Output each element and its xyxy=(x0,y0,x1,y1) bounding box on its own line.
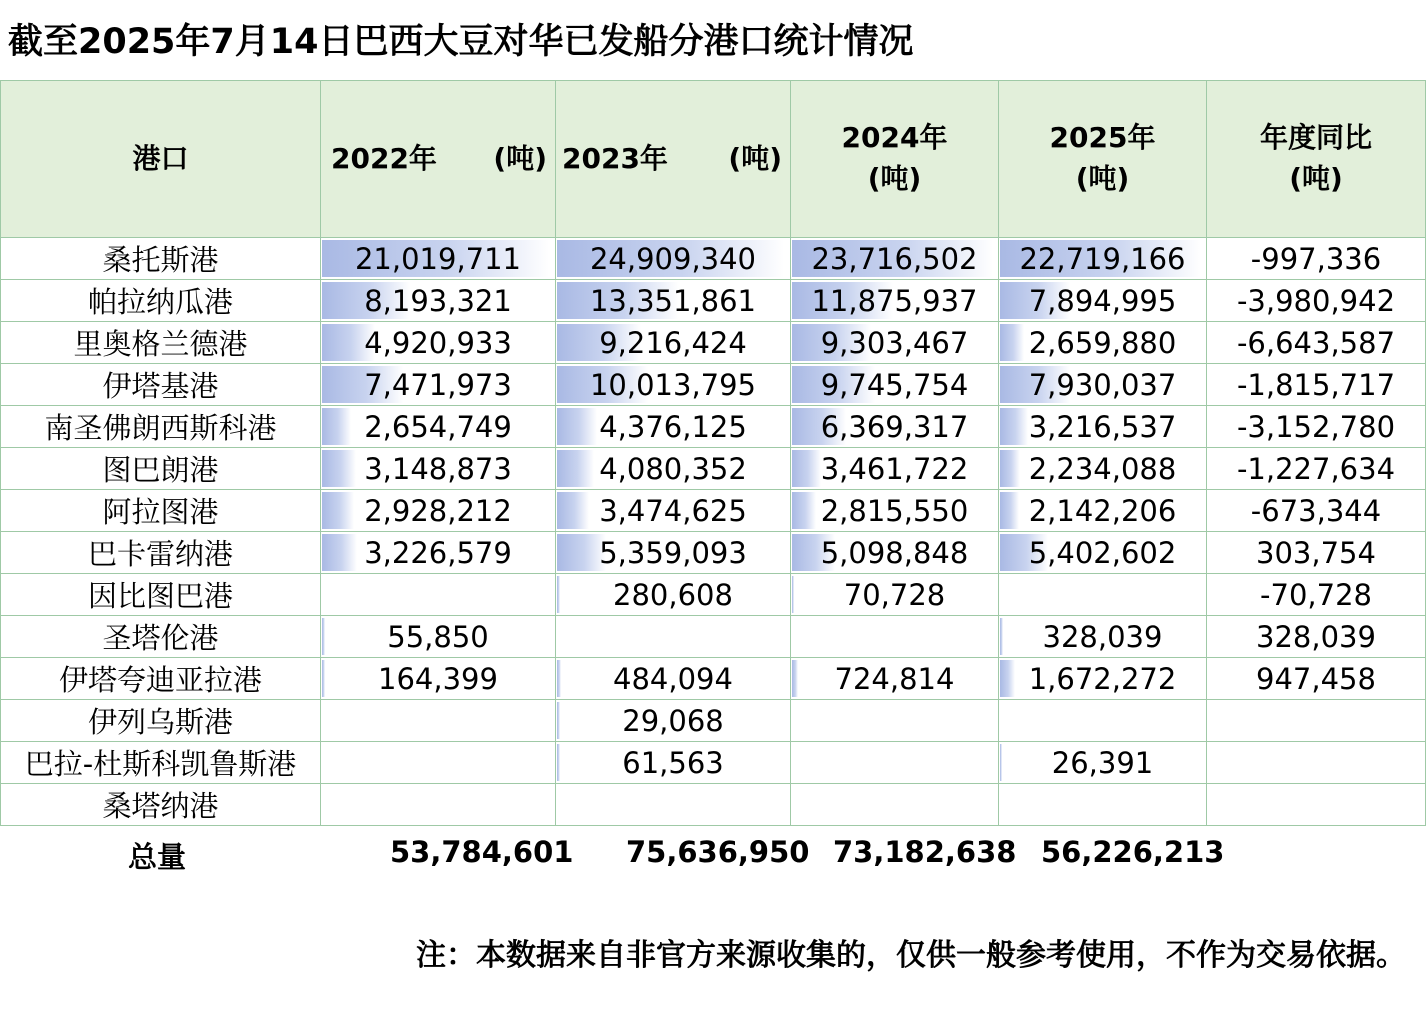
header-2024 xyxy=(791,81,999,238)
data-bar xyxy=(1000,324,1024,361)
cell-value: 2,654,749 xyxy=(364,409,512,444)
cell-value: 70,728 xyxy=(843,577,946,612)
value-cell-2024 xyxy=(791,280,999,322)
table-row xyxy=(1,364,1426,406)
value-cell-2022 xyxy=(321,322,556,364)
value-cell-2022 xyxy=(321,490,556,532)
value-cell-2025 xyxy=(999,280,1207,322)
yoy-cell: -6,643,587 xyxy=(1207,322,1426,364)
value-cell-2025 xyxy=(999,448,1207,490)
cell-value: 3,216,537 xyxy=(1028,409,1177,444)
cell-value: 29,068 xyxy=(622,703,724,738)
cell-value: 4,920,933 xyxy=(364,325,512,360)
value-cell-2024 xyxy=(791,490,999,532)
value-cell-2024 xyxy=(791,742,999,784)
data-bar xyxy=(557,492,589,529)
value-cell-2024 xyxy=(791,364,999,406)
cell-value: 9,303,467 xyxy=(820,325,969,360)
cell-value: 5,098,848 xyxy=(820,535,969,570)
yoy-cell xyxy=(1207,784,1426,826)
cell-value: 2,928,212 xyxy=(364,493,512,528)
value-cell-2023 xyxy=(556,658,791,700)
value-cell-2024 xyxy=(791,574,999,616)
header-yoy-line1: 年度同比 xyxy=(1259,121,1372,155)
total-2025: 56,226,213 xyxy=(1041,835,1225,869)
value-cell-2022 xyxy=(321,364,556,406)
yoy-cell: -997,336 xyxy=(1207,238,1426,280)
cell-value: 7,894,995 xyxy=(1028,283,1177,318)
yoy-cell: 303,754 xyxy=(1207,532,1426,574)
value-cell-2025 xyxy=(999,784,1207,826)
header-2025-line1: 2025年 xyxy=(1049,121,1156,155)
value-cell-2025 xyxy=(999,406,1207,448)
header-port xyxy=(1,81,321,238)
port-name-cell: 帕拉纳瓜港 xyxy=(1,280,321,322)
table-row xyxy=(1,448,1426,490)
table-row xyxy=(1,658,1426,700)
port-name-cell: 因比图巴港 xyxy=(1,574,321,616)
cell-value: 23,716,502 xyxy=(811,241,978,276)
data-bar xyxy=(1000,408,1028,445)
port-name-cell: 桑塔纳港 xyxy=(1,784,321,826)
data-bar xyxy=(792,660,798,697)
data-bar xyxy=(557,450,594,487)
value-cell-2022 xyxy=(321,700,556,742)
header-2022-year: 2022年 xyxy=(331,141,437,175)
value-cell-2023 xyxy=(556,742,791,784)
cell-value: 3,148,873 xyxy=(364,451,512,486)
value-cell-2022 xyxy=(321,574,556,616)
data-bar xyxy=(792,492,816,529)
header-2025 xyxy=(999,81,1207,238)
data-bar xyxy=(792,450,821,487)
value-cell-2025 xyxy=(999,322,1207,364)
header-2022 xyxy=(321,81,556,238)
header-2022-unit: (吨) xyxy=(493,141,547,175)
data-bar xyxy=(557,408,597,445)
value-cell-2023 xyxy=(556,574,791,616)
data-bar xyxy=(557,744,560,781)
cell-value: 21,019,711 xyxy=(354,241,522,276)
value-cell-2023 xyxy=(556,490,791,532)
cell-value: 4,080,352 xyxy=(599,451,747,486)
totals-row xyxy=(0,830,1426,878)
data-bar xyxy=(1000,744,1002,781)
value-cell-2025 xyxy=(999,742,1207,784)
value-cell-2022 xyxy=(321,742,556,784)
data-bar xyxy=(1000,618,1003,655)
value-cell-2022 xyxy=(321,658,556,700)
data-bar xyxy=(557,660,561,697)
cell-value: 280,608 xyxy=(613,577,733,612)
table-row xyxy=(1,280,1426,322)
yoy-cell: -3,152,780 xyxy=(1207,406,1426,448)
table-row xyxy=(1,616,1426,658)
data-bar xyxy=(322,450,356,487)
cell-value: 22,719,166 xyxy=(1019,241,1186,276)
table-row xyxy=(1,574,1426,616)
cell-value: 26,391 xyxy=(1051,745,1154,780)
value-cell-2025 xyxy=(999,616,1207,658)
value-cell-2024 xyxy=(791,406,999,448)
cell-value: 164,399 xyxy=(378,661,498,696)
value-cell-2025 xyxy=(999,490,1207,532)
value-cell-2023 xyxy=(556,700,791,742)
total-2024: 73,182,638 xyxy=(833,835,1017,869)
value-cell-2024 xyxy=(791,616,999,658)
cell-value: 3,226,579 xyxy=(364,535,512,570)
header-row xyxy=(1,81,1426,238)
header-yoy-line2: (吨) xyxy=(1289,162,1343,195)
value-cell-2023 xyxy=(556,532,791,574)
value-cell-2024 xyxy=(791,448,999,490)
header-2025-line2: (吨) xyxy=(1075,162,1130,195)
data-bar xyxy=(322,660,325,697)
cell-value: 61,563 xyxy=(622,745,724,780)
cell-value: 484,094 xyxy=(613,661,733,696)
cell-value: 328,039 xyxy=(1042,619,1163,654)
table-row xyxy=(1,532,1426,574)
cell-value: 10,013,795 xyxy=(589,367,757,402)
data-bar xyxy=(557,576,560,613)
value-cell-2022 xyxy=(321,406,556,448)
yoy-cell: -1,227,634 xyxy=(1207,448,1426,490)
yoy-cell xyxy=(1207,700,1426,742)
table-row xyxy=(1,238,1426,280)
data-bar xyxy=(322,618,325,655)
value-cell-2025 xyxy=(999,238,1207,280)
cell-value: 2,659,880 xyxy=(1028,325,1177,360)
value-cell-2022 xyxy=(321,280,556,322)
total-2022: 53,784,601 xyxy=(390,835,574,869)
table-row xyxy=(1,742,1426,784)
port-name-cell: 桑托斯港 xyxy=(1,238,321,280)
cell-value: 7,471,973 xyxy=(364,367,512,402)
table-row xyxy=(1,490,1426,532)
header-port-label: 港口 xyxy=(132,141,189,175)
data-bar xyxy=(322,408,351,445)
cell-value: 2,142,206 xyxy=(1028,493,1177,528)
port-name-cell: 巴卡雷纳港 xyxy=(1,532,321,574)
value-cell-2022 xyxy=(321,616,556,658)
value-cell-2024 xyxy=(791,238,999,280)
disclaimer-note: 注：本数据来自非官方来源收集的，仅供一般参考使用，不作为交易依据。 xyxy=(416,938,1406,973)
value-cell-2023 xyxy=(556,448,791,490)
cell-value: 8,193,321 xyxy=(364,283,512,318)
yoy-cell: -3,980,942 xyxy=(1207,280,1426,322)
cell-value: 55,850 xyxy=(387,619,489,654)
cell-value: 6,369,317 xyxy=(820,409,969,444)
data-bar xyxy=(557,702,560,739)
port-name-cell: 里奥格兰德港 xyxy=(1,322,321,364)
total-2023: 75,636,950 xyxy=(626,835,810,869)
cell-value: 3,474,625 xyxy=(599,493,747,528)
value-cell-2023 xyxy=(556,406,791,448)
value-cell-2023 xyxy=(556,280,791,322)
port-name-cell: 巴拉-杜斯科凯鲁斯港 xyxy=(1,742,321,784)
port-name-cell: 伊塔基港 xyxy=(1,364,321,406)
port-name-cell: 伊塔夸迪亚拉港 xyxy=(1,658,321,700)
header-2024-line1: 2024年 xyxy=(841,121,948,155)
value-cell-2025 xyxy=(999,700,1207,742)
data-bar xyxy=(322,534,357,571)
cell-value: 2,234,088 xyxy=(1028,451,1177,486)
data-bar xyxy=(1000,450,1020,487)
yoy-cell: -673,344 xyxy=(1207,490,1426,532)
data-bar xyxy=(1000,660,1015,697)
port-name-cell: 阿拉图港 xyxy=(1,490,321,532)
value-cell-2025 xyxy=(999,364,1207,406)
port-name-cell: 伊列乌斯港 xyxy=(1,700,321,742)
table-row xyxy=(1,322,1426,364)
cell-value: 13,351,861 xyxy=(589,283,757,318)
value-cell-2022 xyxy=(321,448,556,490)
table-body xyxy=(1,238,1426,826)
data-bar xyxy=(322,492,354,529)
table-row xyxy=(1,700,1426,742)
cell-value: 2,815,550 xyxy=(820,493,969,528)
value-cell-2023 xyxy=(556,238,791,280)
header-2024-line2: (吨) xyxy=(867,162,922,195)
totals-label: 总量 xyxy=(128,840,187,874)
value-cell-2023 xyxy=(556,784,791,826)
header-yoy xyxy=(1207,81,1426,238)
yoy-cell: 328,039 xyxy=(1207,616,1426,658)
value-cell-2025 xyxy=(999,658,1207,700)
value-cell-2024 xyxy=(791,322,999,364)
header-2023-unit: (吨) xyxy=(728,141,782,175)
page-title: 截至2025年7月14日巴西大豆对华已发船分港口统计情况 xyxy=(8,22,914,62)
cell-value: 5,402,602 xyxy=(1028,535,1177,570)
port-name-cell: 圣塔伦港 xyxy=(1,616,321,658)
cell-value: 5,359,093 xyxy=(599,535,747,570)
yoy-cell: -1,815,717 xyxy=(1207,364,1426,406)
value-cell-2023 xyxy=(556,616,791,658)
cell-value: 11,875,937 xyxy=(811,283,978,318)
cell-value: 7,930,037 xyxy=(1028,367,1177,402)
value-cell-2024 xyxy=(791,658,999,700)
cell-value: 24,909,340 xyxy=(589,241,757,276)
value-cell-2025 xyxy=(999,532,1207,574)
header-2023-year: 2023年 xyxy=(562,141,668,175)
value-cell-2022 xyxy=(321,784,556,826)
data-bar xyxy=(792,576,794,613)
cell-value: 4,376,125 xyxy=(599,409,747,444)
yoy-cell: -70,728 xyxy=(1207,574,1426,616)
cell-value: 3,461,722 xyxy=(820,451,969,486)
table-row xyxy=(1,784,1426,826)
port-name-cell: 南圣佛朗西斯科港 xyxy=(1,406,321,448)
port-name-cell: 图巴朗港 xyxy=(1,448,321,490)
value-cell-2022 xyxy=(321,238,556,280)
value-cell-2022 xyxy=(321,532,556,574)
yoy-cell xyxy=(1207,742,1426,784)
value-cell-2023 xyxy=(556,322,791,364)
port-statistics-table xyxy=(0,80,1426,826)
cell-value: 1,672,272 xyxy=(1028,661,1177,696)
value-cell-2024 xyxy=(791,700,999,742)
header-2023 xyxy=(556,81,791,238)
cell-value: 724,814 xyxy=(834,661,955,696)
value-cell-2023 xyxy=(556,364,791,406)
value-cell-2024 xyxy=(791,784,999,826)
cell-value: 9,745,754 xyxy=(820,367,969,402)
value-cell-2025 xyxy=(999,574,1207,616)
yoy-cell: 947,458 xyxy=(1207,658,1426,700)
cell-value: 9,216,424 xyxy=(599,325,747,360)
value-cell-2024 xyxy=(791,532,999,574)
data-bar xyxy=(1000,492,1019,529)
table-row xyxy=(1,406,1426,448)
